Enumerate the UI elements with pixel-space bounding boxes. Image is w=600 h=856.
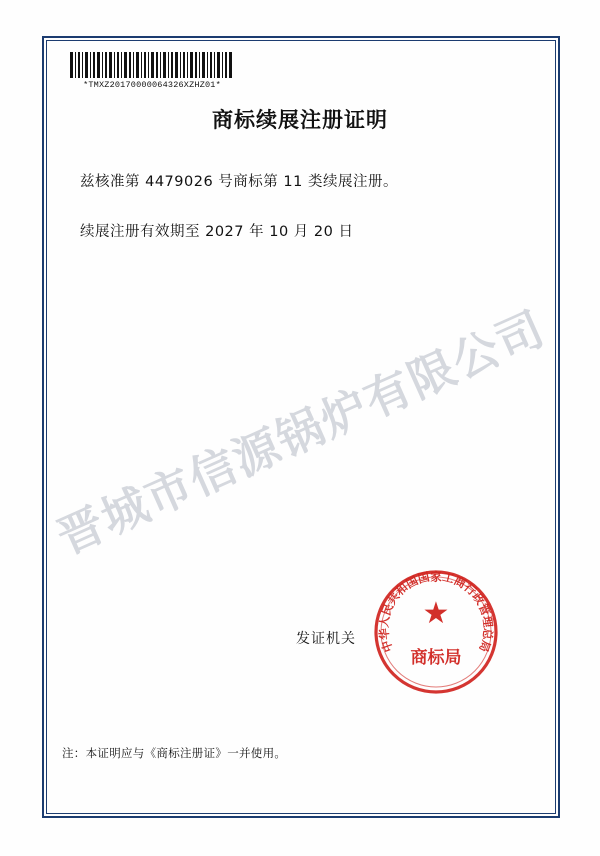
body-line-validity: 续展注册有效期至 2027 年 10 月 20 日 bbox=[80, 224, 354, 240]
issuer-label: 发证机关 bbox=[296, 631, 356, 647]
border-frame-inner bbox=[46, 40, 556, 814]
barcode-icon bbox=[70, 52, 234, 78]
footnote: 注：本证明应与《商标注册证》一并使用。 bbox=[62, 746, 287, 760]
barcode-number: *TMXZ20170000064326XZHZ01* bbox=[83, 80, 221, 90]
svg-text:商标局: 商标局 bbox=[410, 648, 462, 668]
official-seal bbox=[371, 567, 501, 697]
page-title: 商标续展注册证明 bbox=[212, 108, 388, 132]
watermark-company-name: 晋城市信源锅炉有限公司 bbox=[49, 300, 554, 565]
svg-text:中华人民共和国国家工商行政管理总局: 中华人民共和国国家工商行政管理总局 bbox=[376, 569, 496, 654]
svg-text:★: ★ bbox=[422, 596, 450, 631]
barcode-block bbox=[62, 52, 242, 90]
seal-icon bbox=[371, 567, 501, 697]
body-line-registration: 兹核准第 4479026 号商标第 11 类续展注册。 bbox=[80, 174, 398, 190]
